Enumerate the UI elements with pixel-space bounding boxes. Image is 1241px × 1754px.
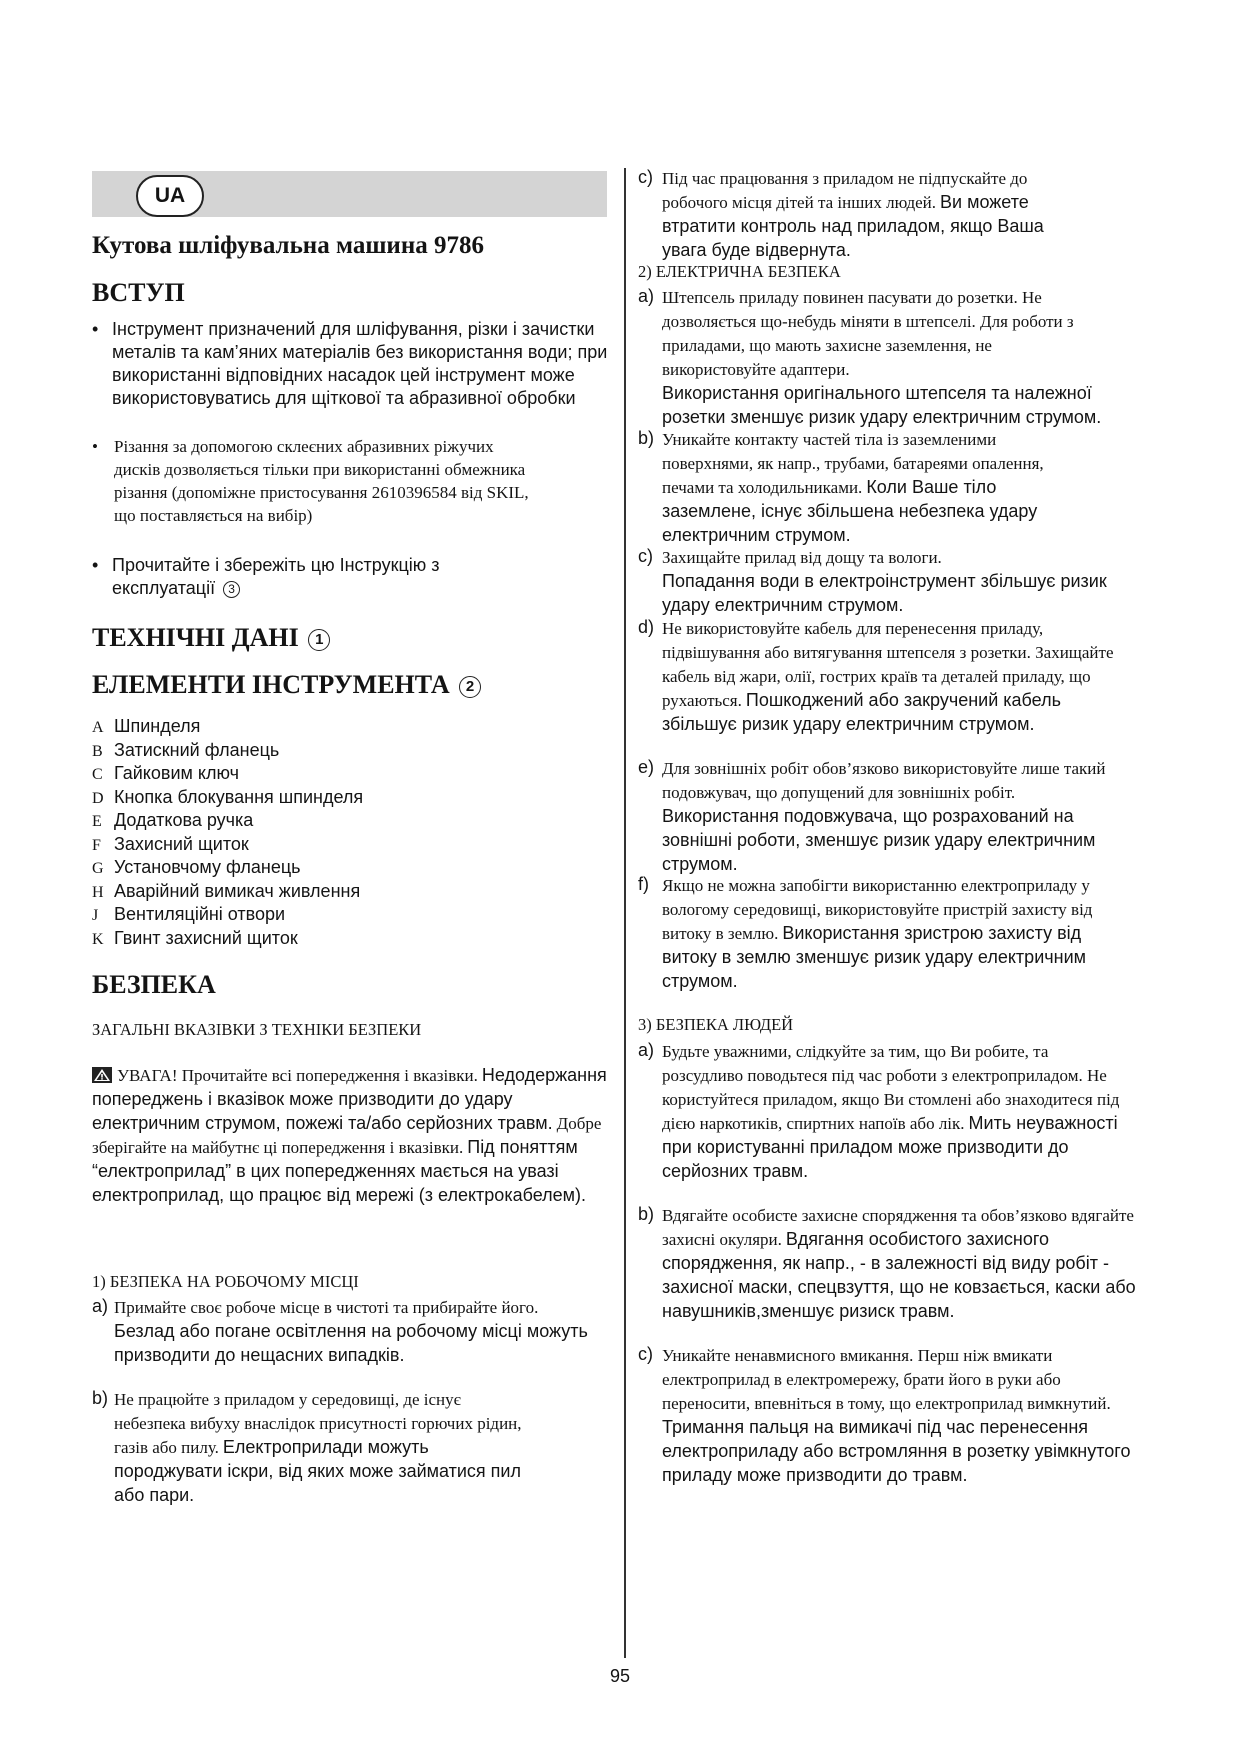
item-text: Під час працювання з приладом не підпускайте до робочого місця дітей та інших людей. [662,169,1028,212]
intro-bullet-2 [92,435,544,527]
item-key: G [92,860,104,877]
item-label-c: c) [638,546,653,566]
list-item [92,834,363,858]
item-label: Гайковим ключ [114,763,239,783]
item-text: Будьте уважними, слідкуйте за тим, що Ви робите, та розсудливо поводьтеся під час роботи з електроприладом. Не користуйтеся приладом, якщо Ви стомлені або знаходитеся під дією наркотиків, спиртних напоїв або лік. [662,1042,1120,1133]
item-key: D [92,789,104,807]
item-label: Шпинделя [114,716,201,736]
language-badge: UA [136,175,204,217]
item-text-bold: Електроприлади можуть породжувати іскри, від яких може займатися пил або пари. [114,1437,521,1505]
warning-text-1: Недодержання попереджень і вказівок може призводити до удару електричним струмом, пожежі та/або серйозних травм. [92,1065,607,1133]
workplace-item-c [638,167,1068,263]
intro-bullet-1 [92,318,612,410]
warning-text-3: Під поняттям “електроприлад” в цих попередженнях мається на увазі електроприлад, що працює від мережі (з електрокабелем). [92,1137,586,1205]
item-text-bold: Ви можете втратити контроль над приладом, якщо Ваша увага буде відвернута. [662,192,1044,260]
item-text: Примайте своє робоче місце в чистоті та прибирайте його. [114,1298,539,1317]
tech-heading-text: ТЕХНІЧНІ ДАНІ [92,623,299,652]
electrical-item-d [638,617,1118,737]
item-text-bold: Попадання води в електроінструмент збільшує ризик удару електричним струмом. [662,571,1107,615]
workplace-item-b [92,1388,532,1508]
safety-heading: БЕЗПЕКА [92,970,216,999]
item-text-bold: Використання зристрою захисту від витоку в землю зменшує ризик удару електричним струмом. [662,923,1086,991]
item-key: B [92,742,103,760]
item-text-bold: Вдягання особистого захисного спорядження, як напр., - в залежності від виду робіт - захисної маски, спецвзуття, що не ковзається, каски або навушників,зменшує ризиск травм. [662,1229,1136,1321]
item-text: Уникайте контакту частей тіла із заземленими поверхнями, як напр., трубами, батареями опалення, печами та холодильниками. [662,430,1044,497]
page-number: 95 [610,1666,631,1686]
item-label-a: a) [638,1040,655,1060]
bullet-dot: • [92,437,98,456]
list-item [92,881,363,905]
item-label: Установчому фланець [114,857,301,877]
item-label-d: d) [638,617,655,637]
item-label: Додаткова ручка [114,810,254,830]
item-label-f: f) [638,874,649,894]
item-label: Вентиляційні отвори [114,904,286,924]
electrical-item-a [638,286,1158,430]
item-label-c: c) [638,1344,653,1364]
item-label-c: c) [638,167,653,187]
item-text-bold: Використання оригінального штепселя та належної розетки зменшує ризик удару електричним струмом. [662,383,1102,427]
list-item [92,904,363,928]
intro-heading: ВСТУП [92,278,185,307]
item-label-a: a) [92,1296,109,1316]
item-label: Гвинт захисний щиток [114,927,298,948]
electrical-item-e [638,757,1128,877]
figure-ref-1: 1 [308,629,330,651]
item-label-e: e) [638,757,655,777]
workplace-safety-heading: 1) БЕЗПЕКА НА РОБОЧОМУ МІСЦІ [92,1272,359,1291]
personal-item-a [638,1040,1128,1184]
item-key: K [92,930,104,948]
elements-list [92,716,363,951]
item-text-bold: Безлад або погане освітлення на робочому місці можуть призводити до нещасних випадків. [114,1321,588,1365]
personal-safety-heading: 3) БЕЗПЕКА ЛЮДЕЙ [638,1015,794,1034]
list-item [92,810,363,834]
item-text-bold: Пошкоджений або закручений кабель збільшує ризик удару електричним струмом. [662,690,1061,734]
item-text-bold: Тримання пальця на вимикачі під час перенесення електроприладу або встромляння в розетку увімкнутого приладу може призводити до травм. [662,1417,1131,1485]
list-item [92,857,363,881]
item-text: Не використовуйте кабель для перенесення приладу, підвішування або витягування штепселя з розетки. Захищайте кабель від жари, олії, гострих країв та деталей приладу, що рухаються. [662,619,1114,710]
elements-heading-text: ЕЛЕМЕНТИ ІНСТРУМЕНТА [92,670,450,699]
item-text: Вдягайте особисте захисне спорядження та обов’язково вдягайте захисні окуляри. [662,1206,1134,1249]
item-key: E [92,813,102,830]
item-label-a: a) [638,286,655,306]
figure-ref-3: 3 [223,581,240,598]
item-text-bold: Мить неуважності при користуванні приладом може призводити до серйозних травм. [662,1113,1118,1181]
item-label-b: b) [92,1388,109,1408]
list-item [92,928,363,952]
warning-text-2: Добре зберігайте на майбутнє ці попередження і вказівки. [92,1114,602,1157]
figure-ref-2: 2 [459,676,481,698]
item-text: Уникайте ненавмисного вмикання. Перш ніж вмикати електроприлад в електромережу, брати його в руки або переносити, впевніться в тому, що електроприлад вимкнутий. [662,1346,1111,1413]
column-divider [624,168,626,1658]
item-text: Штепсель приладу повинен пасувати до розетки. Не дозволяється що-небудь міняти в штепселі. Для роботи з приладами, що мають захисне заземлення, не використовуйте адаптери. [662,288,1074,379]
intro-bullet-2-text: Різання за допомогою склеєних абразивних ріжучих дисків дозволяється тільки при використанні обмежника різання (допоміжне пристосування 2610396584 від SKIL, що поставляється на вибір) [114,437,529,525]
electrical-safety-heading: 2) ЕЛЕКТРИЧНА БЕЗПЕКА [638,262,841,281]
item-key: F [92,836,101,854]
tech-heading [92,623,330,653]
warning-title: УВАГА! Прочитайте всі попередження і вказівки. [117,1066,478,1085]
intro-bullet-1-text: Інструмент призначений для шліфування, різки і зачистки металів та кам’яних матеріалів без використання води; при використанні відповідних насадок цей інструмент може використовуватись для щіткової та абразивної обробки [112,319,608,408]
item-key: A [92,719,104,736]
general-safety-heading: ЗАГАЛЬНІ ВКАЗІВКИ З ТЕХНІКИ БЕЗПЕКИ [92,1020,422,1039]
item-key: J [92,907,99,924]
item-text: Якщо не можна запобігти використанню електроприладу у вологому середовищі, використовуйте пристрій захисту від витоку в землю. [662,876,1093,943]
item-text-bold: Використання подовжувача, що розрахований на зовнішні роботи, зменшує ризик удару електричним струмом. [662,806,1096,874]
list-item [92,763,363,787]
electrical-item-f [638,874,1138,994]
item-label: Затискний фланець [114,739,280,760]
document-title: Кутова шліфувальна машина 9786 [92,232,484,259]
electrical-item-c [638,546,1108,618]
item-text: Захищайте прилад від дощу та вологи. [662,548,942,567]
item-key: C [92,766,103,783]
bullet-dot: • [92,319,99,339]
item-label: Кнопка блокування шпинделя [114,786,364,807]
electrical-item-b [638,428,1078,548]
item-text: Не працюйте з приладом у середовищі, де існує небезпека вибуху внаслідок присутності горючих рідин, газів або пилу. [114,1390,522,1457]
item-key: H [92,883,104,901]
personal-item-c [638,1344,1138,1488]
warning-triangle-icon [92,1067,112,1083]
elements-heading [92,670,481,700]
bullet-dot: • [92,555,99,575]
item-label-b: b) [638,428,655,448]
workplace-item-a [92,1296,597,1368]
intro-bullet-3-text: Прочитайте і збережіть цю Інструкцію з експлуатації [112,555,440,598]
item-label: Аварійний вимикач живлення [114,880,361,901]
list-item [92,787,363,811]
list-item [92,740,363,764]
intro-bullet-3 [92,554,512,600]
item-label: Захисний щиток [114,833,249,854]
item-text-bold: Коли Ваше тіло заземлене, існує збільшена небезпека удару електричним струмом. [662,477,1038,545]
personal-item-b [638,1204,1158,1324]
warning-paragraph [92,1064,612,1208]
item-text: Для зовнішніх робіт обов’язково використовуйте лише такий подовжувач, що допущений для зовнішніх робіт. [662,759,1106,802]
list-item [92,716,363,740]
item-label-b: b) [638,1204,655,1224]
